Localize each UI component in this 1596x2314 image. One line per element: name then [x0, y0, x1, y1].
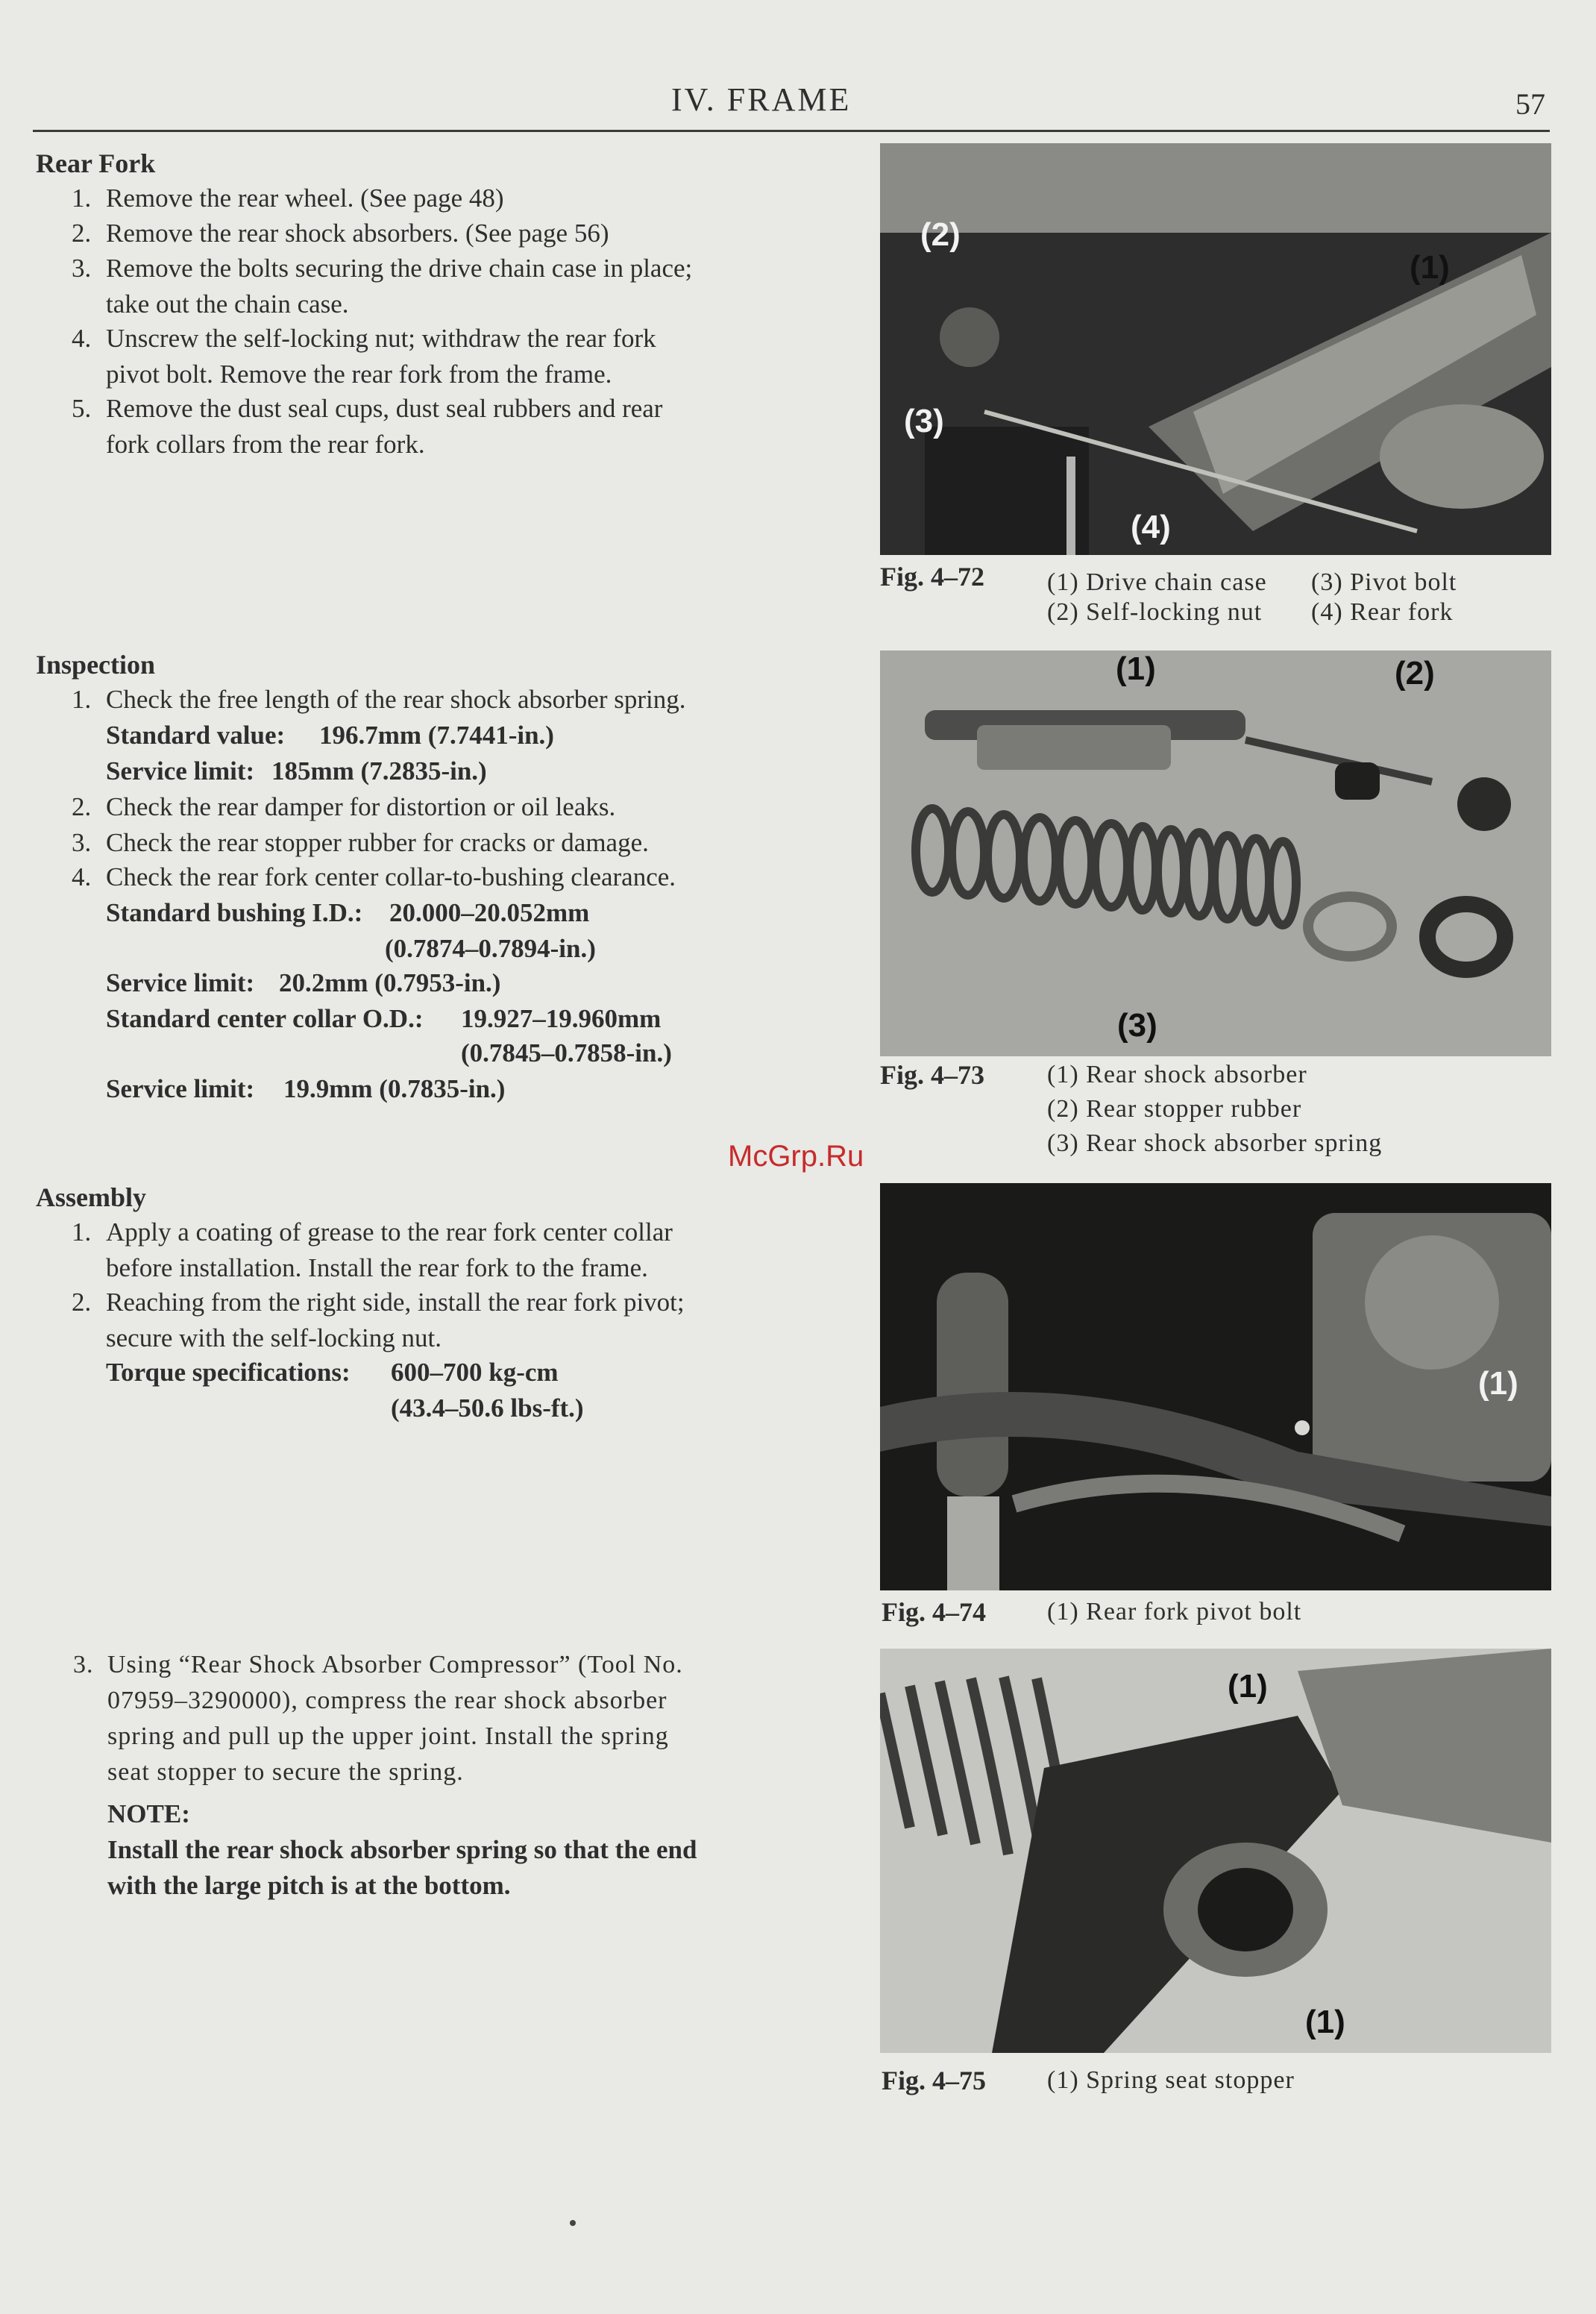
assembly-heading: Assembly [36, 1182, 147, 1212]
figure-caption: (1) Rear shock absorber [1047, 1061, 1307, 1088]
list-item: 2. Remove the rear shock absorbers. (See page 56) [72, 219, 609, 248]
callout-1: (1) [1478, 1365, 1518, 1402]
page-number: 57 [1515, 87, 1545, 121]
figure-label: Fig. 4–75 [882, 2066, 986, 2095]
callout-3: (3) [1117, 1007, 1157, 1044]
figure-caption: (1) Drive chain case [1047, 568, 1267, 596]
callout-1: (1) [1116, 650, 1156, 687]
spec-value: (43.4–50.6 lbs-ft.) [391, 1393, 584, 1423]
callout-2: (2) [920, 216, 961, 253]
callout-1: (1) [1305, 2004, 1345, 2040]
list-item: 3. Remove the bolts securing the drive chain case in place; take out the chain case. [72, 254, 693, 319]
callout-1: (1) [1410, 249, 1450, 286]
spec-value: (0.7845–0.7858-in.) [461, 1038, 672, 1067]
note-text: Install the rear shock absorber spring so that the end [107, 1835, 697, 1864]
figure-caption: (1) Rear fork pivot bolt [1047, 1598, 1302, 1625]
list-item: 4. Check the rear fork center collar-to-bushing clearance. [72, 862, 676, 891]
fig-4-74-photo [880, 1183, 1551, 1590]
note-heading: NOTE: [107, 1799, 190, 1828]
fig-4-73-photo [880, 650, 1551, 1056]
list-item: 1. Remove the rear wheel. (See page 48) [72, 184, 504, 213]
spec-label: Torque specifications: [106, 1358, 351, 1387]
spec-value: 196.7mm (7.7441-in.) [319, 721, 554, 750]
spec-value: (0.7874–0.7894-in.) [385, 934, 596, 963]
callout-1: (1) [1228, 1668, 1268, 1705]
section-title: IV. FRAME [671, 81, 852, 118]
list-item: 5. Remove the dust seal cups, dust seal rubbers and rear fork collars from the rear fork. [72, 394, 663, 459]
header-rule [33, 130, 1550, 132]
figure-label: Fig. 4–73 [880, 1060, 984, 1090]
page-mark [570, 2220, 576, 2226]
inspection-heading: Inspection [36, 650, 156, 680]
list-item: 2. Reaching from the right side, install the rear fork pivot; secure with the self-locking nut. [72, 1288, 685, 1352]
list-item: 4. Unscrew the self-locking nut; withdraw the rear fork pivot bolt. Remove the rear fork from the frame. [72, 324, 656, 389]
figure-caption: (2) Self-locking nut [1047, 598, 1263, 626]
figure-label: Fig. 4–74 [882, 1597, 986, 1627]
spec-label: Standard bushing I.D.: [106, 898, 363, 927]
figure-label: Fig. 4–72 [880, 562, 984, 592]
spec-value: 20.000–20.052mm [389, 898, 590, 927]
spec-label: Standard value: [106, 721, 286, 750]
figure-caption: (3) Pivot bolt [1311, 568, 1457, 596]
callout-4: (4) [1131, 509, 1171, 545]
spec-value: 600–700 kg-cm [391, 1358, 559, 1387]
list-item: 3. Using “Rear Shock Absorber Compressor” (Tool No. 07959–3290000), compress the rear shock absorber spring and pull up the upper joint. Install the spring seat stopper to secure the spring. [73, 1651, 683, 1786]
list-item: 2. Check the rear damper for distortion or oil leaks. [72, 792, 616, 821]
figure-caption: (1) Spring seat stopper [1047, 2066, 1295, 2094]
fig-4-75-photo [880, 1649, 1551, 2053]
spec-value: 185mm (7.2835-in.) [271, 756, 487, 786]
figure-caption: (3) Rear shock absorber spring [1047, 1129, 1383, 1157]
fig-4-72-photo [880, 143, 1551, 555]
list-item: 1. Apply a coating of grease to the rear fork center collar before installation. Install the rear fork to the frame. [72, 1217, 673, 1282]
list-item: 1. Check the free length of the rear shock absorber spring. [72, 685, 686, 714]
figure-caption: (4) Rear fork [1311, 598, 1454, 626]
note-text: with the large pitch is at the bottom. [107, 1871, 511, 1900]
spec-label: Standard center collar O.D.: [106, 1004, 424, 1033]
rear-fork-heading: Rear Fork [36, 148, 156, 178]
spec-label: Service limit: [106, 1074, 255, 1103]
spec-label: Service limit: [106, 968, 255, 997]
spec-value: 19.927–19.960mm [461, 1004, 662, 1033]
spec-value: 20.2mm (0.7953-in.) [279, 968, 501, 997]
callout-3: (3) [904, 403, 944, 439]
watermark-text: McGrp.Ru [728, 1140, 864, 1173]
spec-value: 19.9mm (0.7835-in.) [283, 1074, 506, 1103]
spec-label: Service limit: [106, 756, 255, 786]
figure-caption: (2) Rear stopper rubber [1047, 1095, 1302, 1123]
callout-2: (2) [1395, 655, 1435, 692]
list-item: 3. Check the rear stopper rubber for cracks or damage. [72, 828, 649, 857]
